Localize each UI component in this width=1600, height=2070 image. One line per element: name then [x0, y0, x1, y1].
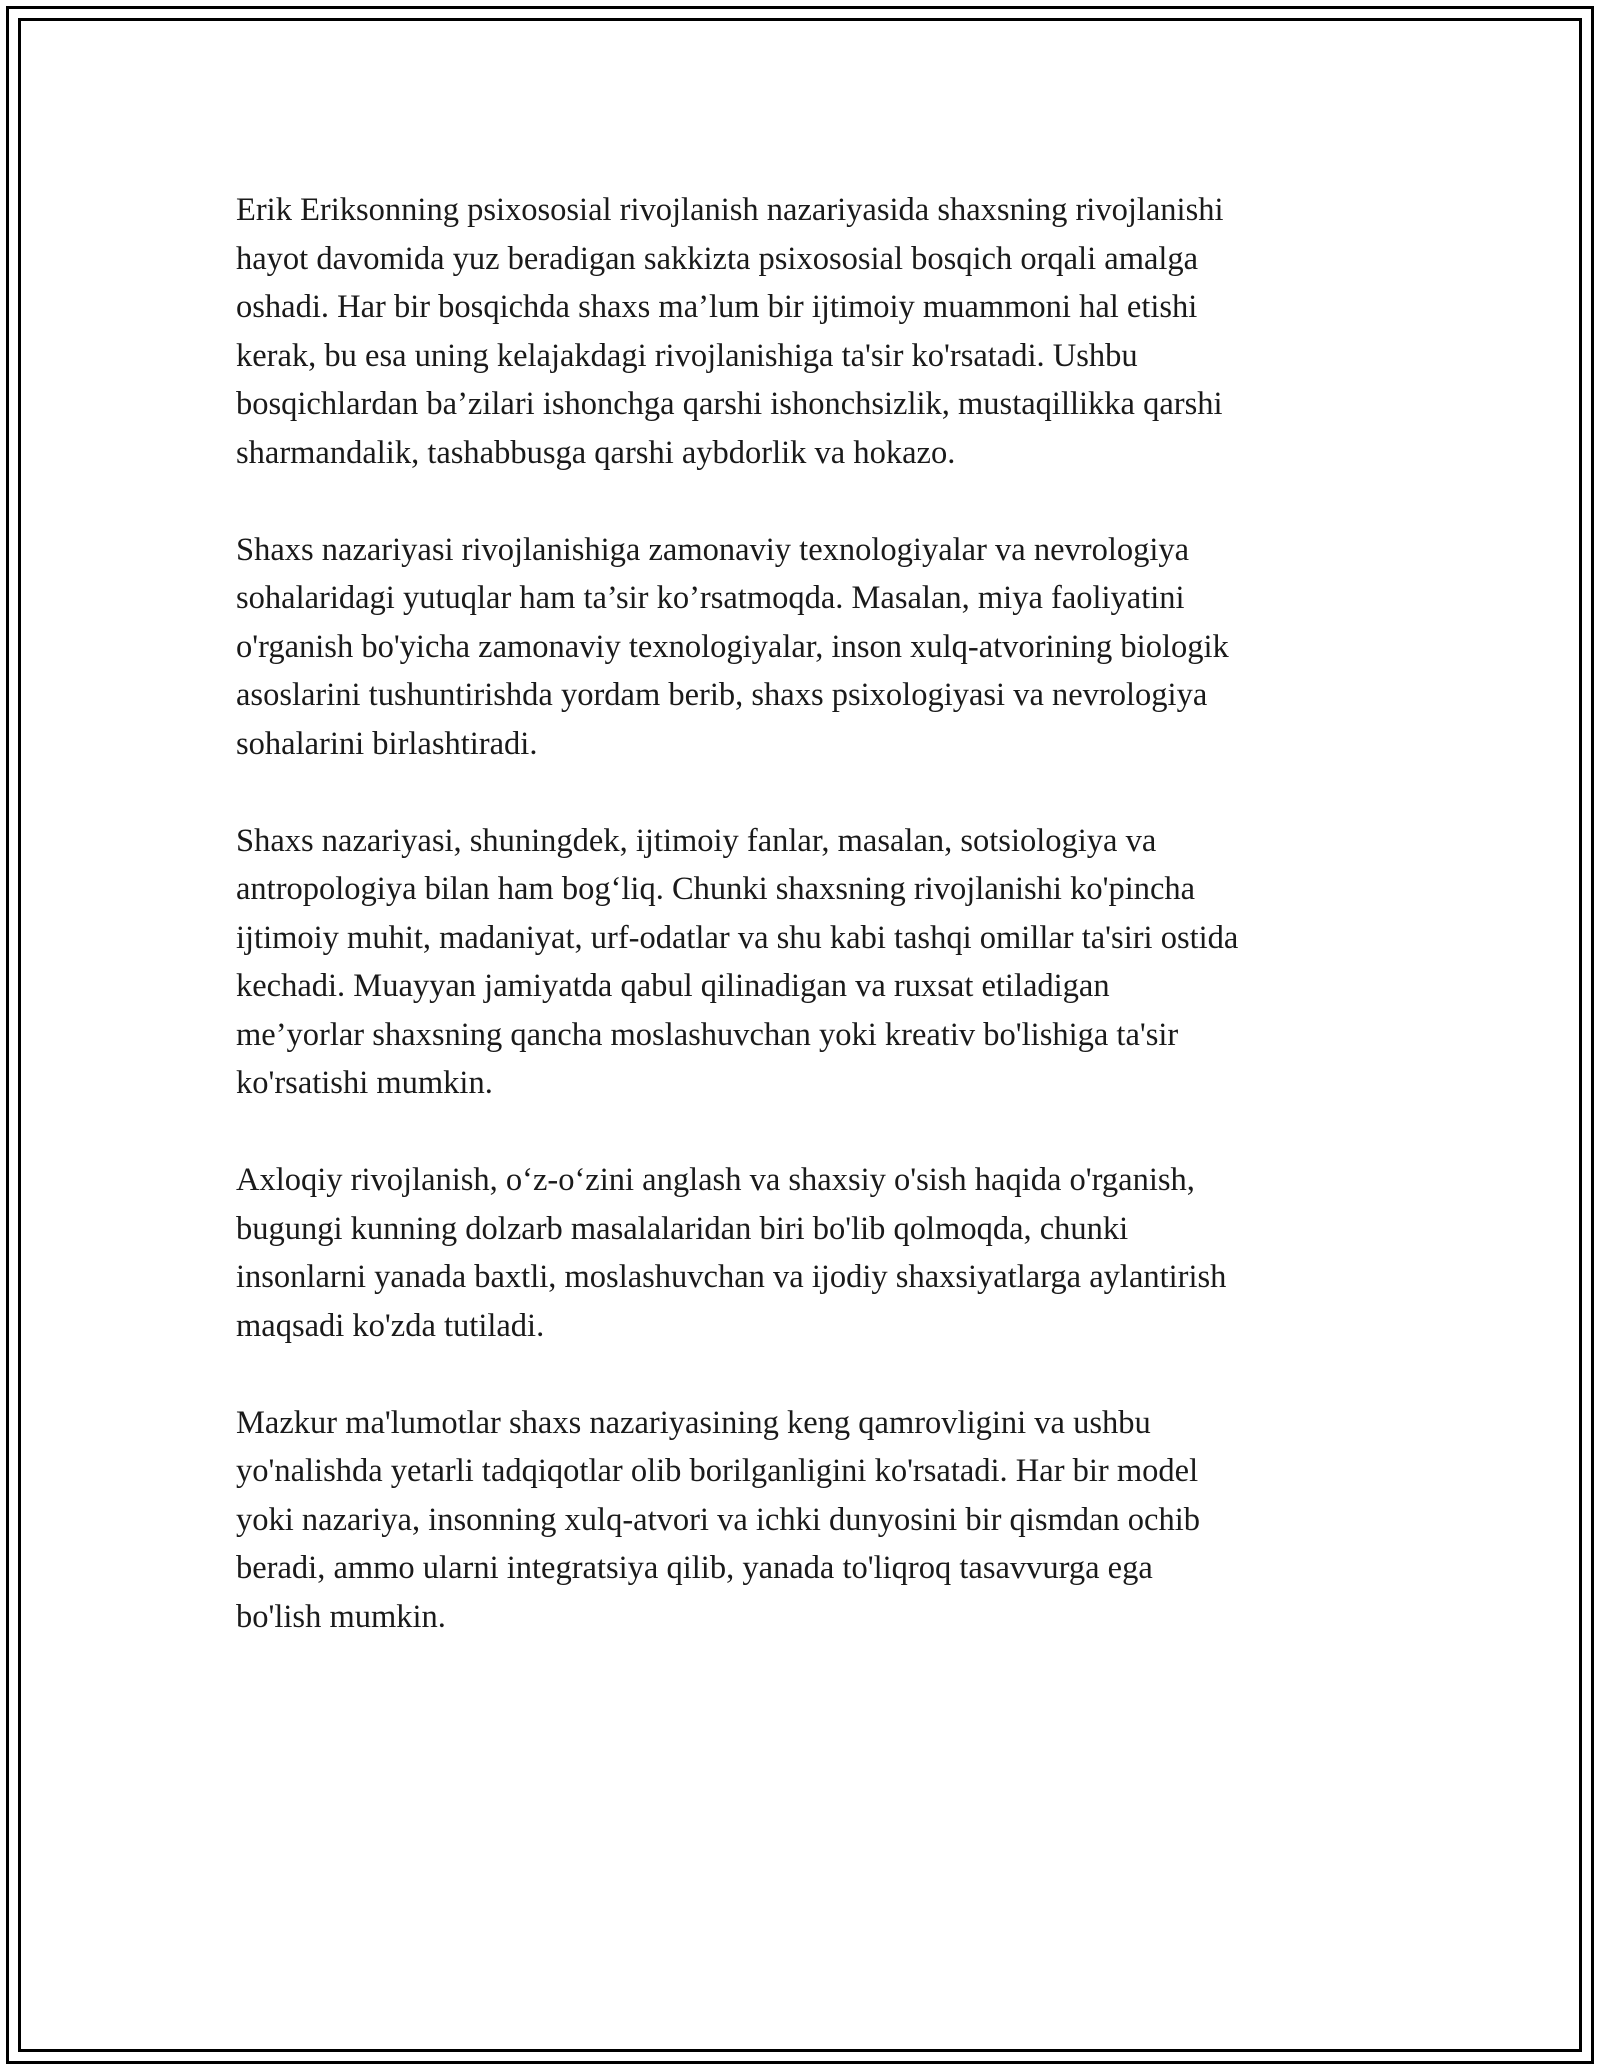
paragraph-line: bosqichlardan ba’zilari ishonchga qarshi ishonchsizlik, mustaqillikka qarshi — [236, 386, 1223, 422]
paragraph-5 — [236, 1399, 1376, 1642]
paragraph-line: Shaxs nazariyasi, shuningdek, ijtimoiy fanlar, masalan, sotsiologiya va — [236, 822, 1157, 859]
paragraph-line: asoslarini tushuntirishda yordam berib, shaxs psixologiyasi va nevrologiya — [236, 677, 1208, 713]
paragraph-line: kechadi. Muayyan jamiyatda qabul qilinadigan va ruxsat etiladigan — [236, 968, 1110, 1004]
paragraph-line: Erik Eriksonning psixososial rivojlanish nazariyasida shaxsning rivojlanishi — [236, 192, 1224, 228]
paragraph-line: sharmandalik, tashabbusga qarshi aybdorlik va hokazo. — [236, 434, 956, 471]
paragraph-line: ijtimoiy muhit, madaniyat, urf-odatlar va shu kabi tashqi omillar ta'siri ostida — [236, 919, 1239, 956]
paragraph-line: antropologiya bilan ham bog‘liq. Chunki shaxsning rivojlanishi ko'pincha — [236, 871, 1196, 907]
paragraph-line: bo'lish mumkin. — [236, 1598, 446, 1635]
paragraph-line: kerak, bu esa uning kelajakdagi rivojlanishiga ta'sir ko'rsatadi. Ushbu — [236, 337, 1138, 374]
paragraph-line: insonlarni yanada baxtli, moslashuvchan va ijodiy shaxsiyatlarga aylantirish — [236, 1259, 1227, 1295]
paragraph-line: bugungi kunning dolzarb masalalaridan biri bo'lib qolmoqda, chunki — [236, 1210, 1129, 1247]
paragraph-line: maqsadi ko'zda tutiladi. — [236, 1307, 545, 1344]
paragraph-line: o'rganish bo'yicha zamonaviy texnologiyalar, inson xulq-atvorining biologik — [236, 628, 1229, 665]
paragraph-line: Mazkur ma'lumotlar shaxs nazariyasining keng qamrovligini va ushbu — [236, 1404, 1151, 1441]
paragraph-line: sohalarini birlashtiradi. — [236, 725, 538, 762]
paragraph-1 — [236, 186, 1376, 477]
paragraph-line: Shaxs nazariyasi rivojlanishiga zamonaviy texnologiyalar va nevrologiya — [236, 531, 1190, 568]
paragraph-line: me’yorlar shaxsning qancha moslashuvchan yoki kreativ bo'lishiga ta'sir — [236, 1016, 1179, 1053]
paragraph-4 — [236, 1156, 1376, 1350]
paragraph-2 — [236, 526, 1376, 769]
paragraph-line: beradi, ammo ularni integratsiya qilib, yanada to'liqroq tasavvurga ega — [236, 1550, 1153, 1586]
paragraph-line: sohalaridagi yutuqlar ham ta’sir ko’rsatmoqda. Masalan, miya faoliyatini — [236, 580, 1185, 616]
paragraph-line: hayot davomida yuz beradigan sakkizta psixososial bosqich orqali amalga — [236, 240, 1199, 277]
paragraph-line: oshadi. Har bir bosqichda shaxs ma’lum bir ijtimoiy muammoni hal etishi — [236, 289, 1198, 325]
paragraph-3 — [236, 817, 1376, 1108]
paragraph-line: yoki nazariya, insonning xulq-atvori va ichki dunyosini bir qismdan ochib — [236, 1501, 1201, 1538]
paragraph-line: ko'rsatishi mumkin. — [236, 1065, 493, 1101]
document-body — [236, 186, 1376, 1690]
paragraph-line: Axloqiy rivojlanish, o‘z-o‘zini anglash va shaxsiy o'sish haqida o'rganish, — [236, 1162, 1195, 1198]
paragraph-line: yo'nalishda yetarli tadqiqotlar olib borilganligini ko'rsatadi. Har bir model — [236, 1453, 1199, 1489]
